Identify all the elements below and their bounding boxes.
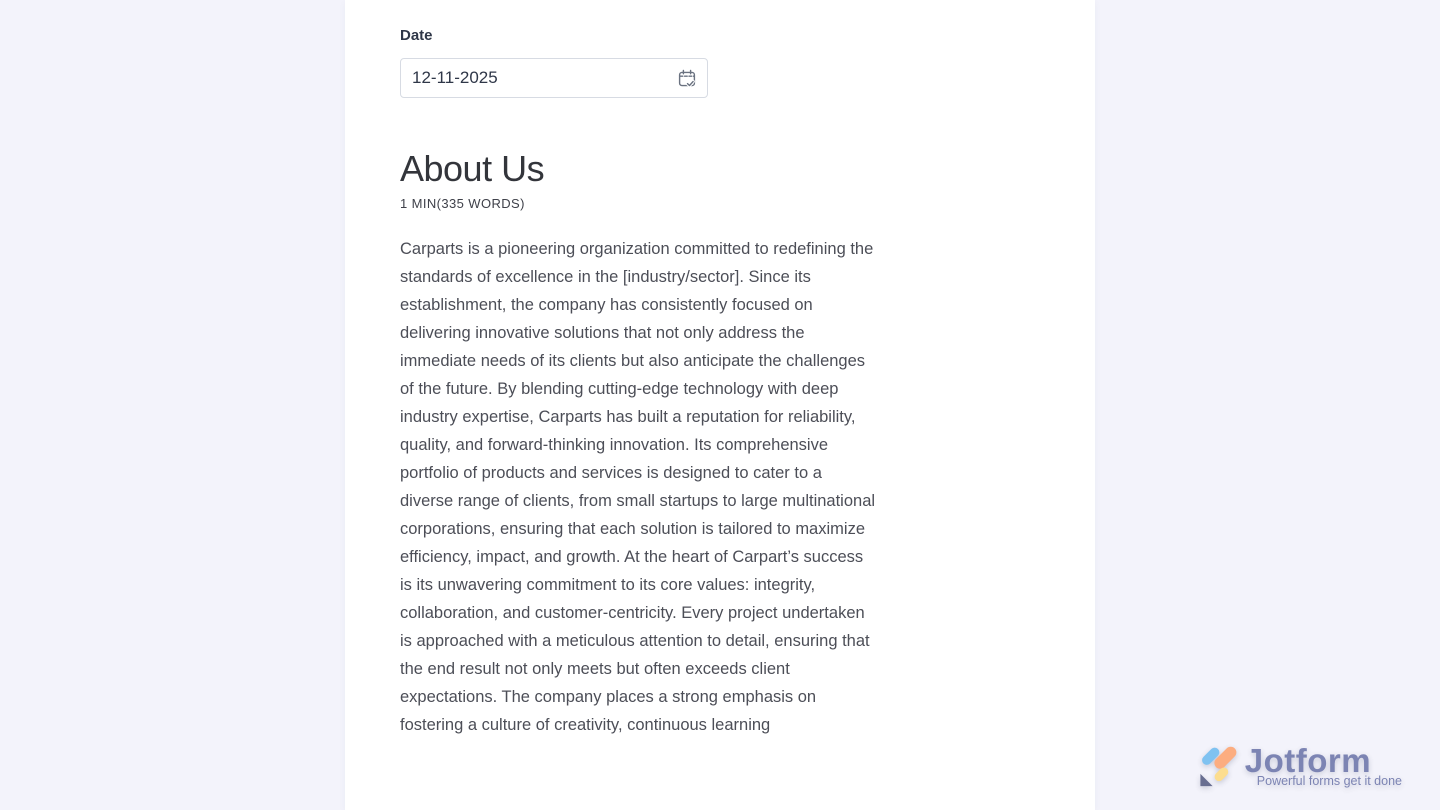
- about-title: About Us: [400, 148, 545, 189]
- date-input-wrap[interactable]: [400, 58, 708, 98]
- jotform-logo-icon: [1196, 744, 1241, 789]
- about-paragraph: Carparts is a pioneering organization committed to redefining the standards of excellence in the [industry/sector]. Since its establishment, the company has consistently focused on delivering innovative solutions that not only address the immediate needs of its clients but also anticipate the challenges of the future. By blending cutting-edge technology with deep industry expertise, Carparts has built a reputation for reliability, quality, and forward-thinking innovation. Its comprehensive portfolio of products and services is designed to cater to a diverse range of clients, from small startups to large multinational corporations, ensuring that each solution is tailored to maximize efficiency, impact, and growth. At the heart of Carpart’s success is its unwavering commitment to its core values: integrity, collaboration, and customer-centricity. Every project undertaken is approached with a meticulous attention to detail, ensuring that the end result not only meets but often exceeds client expectations. The company places a strong emphasis on fostering a culture of creativity, continuous learning: [400, 240, 876, 734]
- date-field: [400, 28, 1095, 98]
- jotform-tagline: Powerful forms get it done: [1256, 774, 1402, 788]
- calendar-picker-button[interactable]: [676, 67, 698, 89]
- date-input[interactable]: [401, 59, 707, 97]
- calendar-icon: [678, 69, 696, 88]
- date-label: Date: [400, 27, 433, 44]
- jotform-wordmark: Jotform: [1244, 742, 1372, 779]
- branding-text: [1245, 744, 1402, 788]
- jotform-branding[interactable]: [1196, 744, 1402, 789]
- form-card: [345, 0, 1095, 810]
- reading-time-meta: 1 MIN(335 WORDS): [400, 196, 525, 211]
